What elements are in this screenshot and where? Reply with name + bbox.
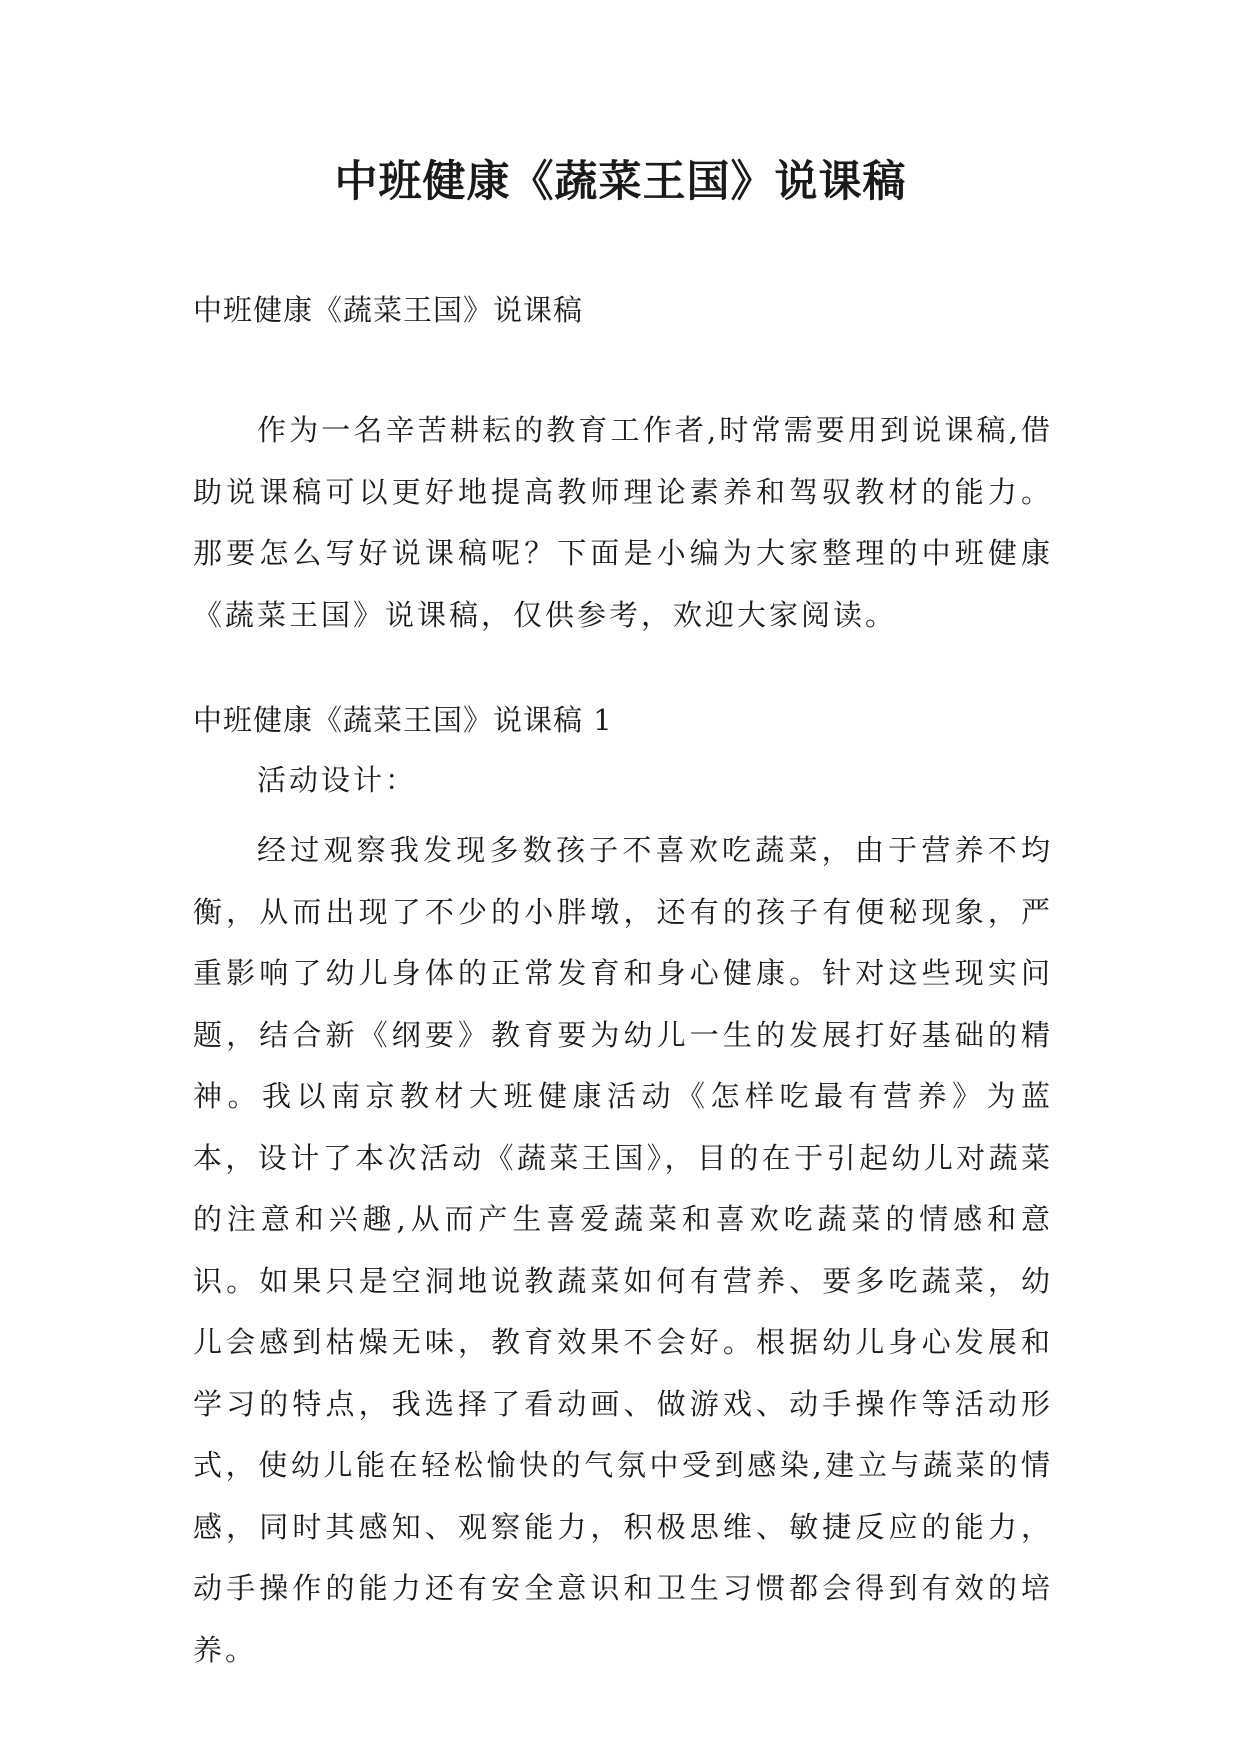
document-title: 中班健康《蔬菜王国》说课稿 (334, 157, 907, 207)
document-subtitle: 中班健康《蔬菜王国》说课稿 (193, 293, 584, 327)
activity-design-label: 活动设计： (257, 763, 418, 797)
intro-paragraph: 作为一名辛苦耕耘的教育工作者,时常需要用到说课稿,借助说课稿可以更好地提高教师理论素养和驾驭教材的能力。那要怎么写好说课稿呢？下面是小编为大家整理的中班健康《蔬菜王国》说课稿，仅供参考，欢迎大家阅读。 (193, 413, 1053, 632)
body-paragraph: 经过观察我发现多数孩子不喜欢吃蔬菜，由于营养不均衡，从而出现了不少的小胖墩，还有的孩子有便秘现象，严重影响了幼儿身体的正常发育和身心健康。针对这些现实问题，结合新《纲要》教育要为幼儿一生的发展打好基础的精神。我以南京教材大班健康活动《怎样吃最有营养》为蓝本，设计了本次活动《蔬菜王国》，目的在于引起幼儿对蔬菜的注意和兴趣,从而产生喜爱蔬菜和喜欢吃蔬菜的情感和意识。如果只是空洞地说教蔬菜如何有营养、要多吃蔬菜，幼儿会感到枯燥无味，教育效果不会好。根据幼儿身心发展和学习的特点，我选择了看动画、做游戏、动手操作等活动形式，使幼儿能在轻松愉快的气氛中受到感染,建立与蔬菜的情感，同时其感知、观察能力，积极思维、敏捷反应的能力，动手操作的能力还有安全意识和卫生习惯都会得到有效的培养。 (193, 833, 1053, 1667)
section-heading: 中班健康《蔬菜王国》说课稿 1 (193, 703, 613, 737)
